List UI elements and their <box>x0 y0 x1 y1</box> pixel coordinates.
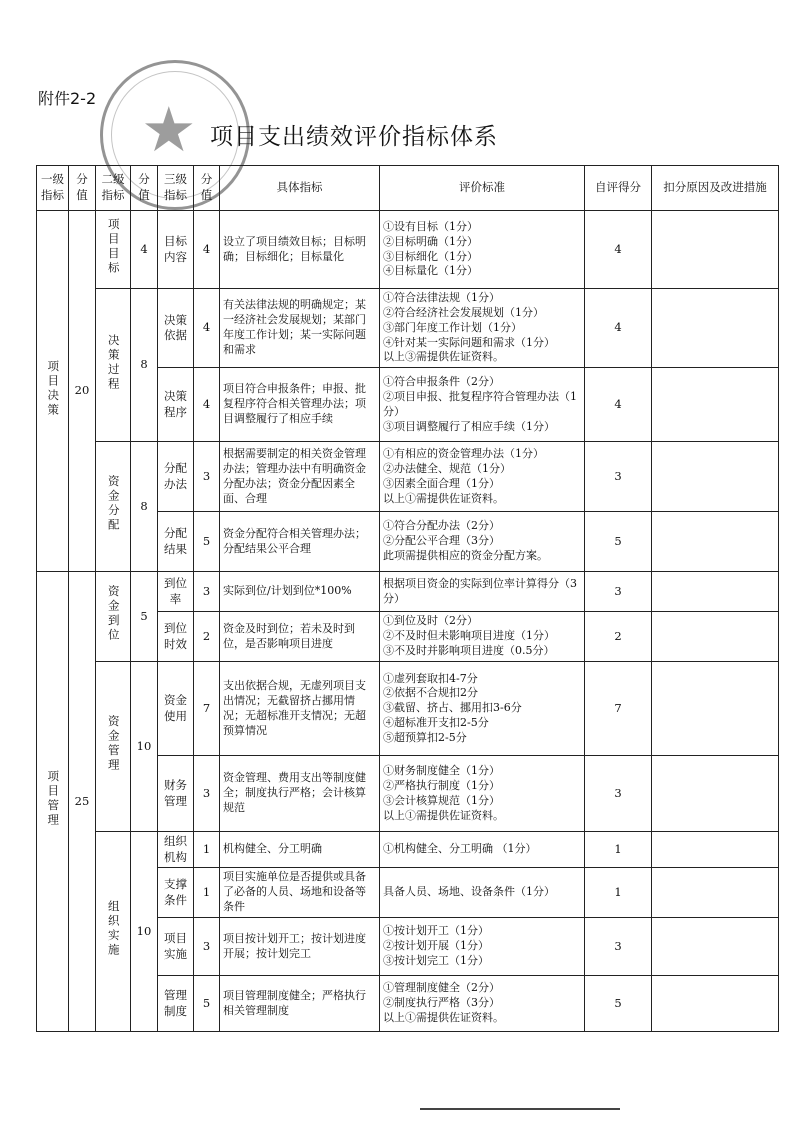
level1-score: 20 <box>69 211 96 572</box>
criteria-line: ③目标细化（1分） <box>383 249 478 263</box>
deduction-reason <box>652 612 779 662</box>
self-score: 5 <box>585 512 652 572</box>
deduction-reason <box>652 918 779 976</box>
header-reason: 扣分原因及改进措施 <box>652 166 779 211</box>
criteria-line: 以上①需提供佐证资料。 <box>383 1011 504 1025</box>
table-row <box>37 442 779 512</box>
detail-indicator: 项目符合申报条件；申报、批复程序符合相关管理办法；项目调整履行了相应手续 <box>220 368 380 442</box>
level2-score: 10 <box>131 832 158 1032</box>
level2-score: 10 <box>131 662 158 832</box>
level2-indicator: 资金分配 <box>96 442 131 572</box>
evaluation-criteria <box>380 662 585 756</box>
evaluation-criteria <box>380 918 585 976</box>
level2-score: 8 <box>131 442 158 572</box>
criteria-line: 以上③需提供佐证资料。 <box>383 350 504 364</box>
attachment-label: 附件2-2 <box>38 89 97 108</box>
evaluation-criteria <box>380 442 585 512</box>
level3-indicator: 资金使用 <box>158 662 194 756</box>
detail-indicator: 资金管理、费用支出等制度健全；制度执行严格；会计核算规范 <box>220 756 380 832</box>
deduction-reason <box>652 832 779 868</box>
criteria-line: ②制度执行严格（3分） <box>383 996 500 1010</box>
self-score: 2 <box>585 612 652 662</box>
level3-indicator: 管理制度 <box>158 976 194 1032</box>
self-score: 5 <box>585 976 652 1032</box>
detail-indicator: 根据需要制定的相关资金管理办法；管理办法中有明确资金分配办法；资金分配因素全面、合理 <box>220 442 380 512</box>
level3-score: 1 <box>194 868 220 918</box>
criteria-line: ②不及时但未影响项目进度（1分） <box>383 629 555 643</box>
evaluation-criteria <box>380 211 585 289</box>
evaluation-criteria <box>380 868 585 918</box>
table-row <box>37 832 779 868</box>
official-seal-icon: ★ <box>100 60 250 210</box>
self-score: 3 <box>585 918 652 976</box>
level3-indicator: 到位率 <box>158 572 194 612</box>
criteria-line: ①符合分配办法（2分） <box>383 519 500 533</box>
evaluation-criteria <box>380 832 585 868</box>
criteria-line: 根据项目资金的实际到位率计算得分（3分） <box>383 576 577 605</box>
detail-indicator: 资金及时到位；若未及时到位，是否影响项目进度 <box>220 612 380 662</box>
level2-score: 5 <box>131 572 158 662</box>
level1-indicator: 项目管理 <box>37 572 69 1032</box>
self-score: 3 <box>585 442 652 512</box>
detail-indicator: 实际到位/计划到位*100% <box>220 572 380 612</box>
criteria-line: ②按计划开展（1分） <box>383 939 489 953</box>
criteria-line: ①虚列套取扣4-7分 <box>383 671 478 685</box>
level2-indicator: 决策过程 <box>96 289 131 442</box>
level2-indicator: 项目目标 <box>96 211 131 289</box>
level3-indicator: 决策程序 <box>158 368 194 442</box>
detail-indicator: 有关法律法规的明确规定；某一经济社会发展规划；某部门年度工作计划；某一实际问题和需求 <box>220 289 380 368</box>
level3-indicator: 财务管理 <box>158 756 194 832</box>
evaluation-criteria <box>380 976 585 1032</box>
self-score: 7 <box>585 662 652 756</box>
deduction-reason <box>652 756 779 832</box>
self-score: 4 <box>585 289 652 368</box>
header-detail: 具体指标 <box>220 166 380 211</box>
level2-score: 8 <box>131 289 158 442</box>
level3-indicator: 到位时效 <box>158 612 194 662</box>
detail-indicator: 资金分配符合相关管理办法；分配结果公平合理 <box>220 512 380 572</box>
criteria-line: ④超标准开支扣2-5分 <box>383 716 489 730</box>
criteria-line: ②依据不合规扣2分 <box>383 686 478 700</box>
level3-score: 4 <box>194 289 220 368</box>
criteria-line: ③会计核算规范（1分） <box>383 793 500 807</box>
deduction-reason <box>652 211 779 289</box>
detail-indicator: 设立了项目绩效目标；目标明确；目标细化；目标量化 <box>220 211 380 289</box>
detail-indicator: 项目按计划开工；按计划进度开展；按计划完工 <box>220 918 380 976</box>
criteria-line: ①符合申报条件（2分） <box>383 375 500 389</box>
level3-score: 7 <box>194 662 220 756</box>
level3-score: 3 <box>194 756 220 832</box>
level3-indicator: 支撑条件 <box>158 868 194 918</box>
criteria-line: ①按计划开工（1分） <box>383 924 489 938</box>
level3-indicator: 项目实施 <box>158 918 194 976</box>
evaluation-criteria <box>380 756 585 832</box>
deduction-reason <box>652 289 779 368</box>
level2-score: 4 <box>131 211 158 289</box>
level3-score: 5 <box>194 512 220 572</box>
criteria-line: ①符合法律法规（1分） <box>383 291 500 304</box>
criteria-line: ②办法健全、规范（1分） <box>383 461 511 475</box>
level3-indicator: 分配结果 <box>158 512 194 572</box>
evaluation-criteria <box>380 612 585 662</box>
detail-indicator: 项目管理制度健全；严格执行相关管理制度 <box>220 976 380 1032</box>
criteria-line: ②项目申报、批复程序符合管理办法（1分） <box>383 389 577 418</box>
table-row <box>37 662 779 756</box>
level2-indicator: 资金管理 <box>96 662 131 832</box>
detail-indicator: 支出依据合规，无虚列项目支出情况；无截留挤占挪用情况；无超标准开支情况；无超预算情况 <box>220 662 380 756</box>
evaluation-criteria <box>380 572 585 612</box>
detail-indicator: 机构健全、分工明确 <box>220 832 380 868</box>
deduction-reason <box>652 976 779 1032</box>
level2-indicator: 组织实施 <box>96 832 131 1032</box>
level3-score: 3 <box>194 442 220 512</box>
criteria-line: ①管理制度健全（2分） <box>383 981 500 995</box>
level3-score: 2 <box>194 612 220 662</box>
self-score: 4 <box>585 211 652 289</box>
self-score: 1 <box>585 832 652 868</box>
criteria-line: ③因素全面合理（1分） <box>383 476 500 490</box>
level2-indicator: 资金到位 <box>96 572 131 662</box>
header-s3: 分值 <box>194 166 220 211</box>
criteria-line: ③不及时并影响项目进度（0.5分） <box>383 644 555 658</box>
self-score: 1 <box>585 868 652 918</box>
level3-indicator: 组织机构 <box>158 832 194 868</box>
self-score: 3 <box>585 572 652 612</box>
deduction-reason <box>652 572 779 612</box>
level3-score: 5 <box>194 976 220 1032</box>
header-s2: 分值 <box>131 166 158 211</box>
level3-score: 4 <box>194 211 220 289</box>
self-score: 4 <box>585 368 652 442</box>
deduction-reason <box>652 662 779 756</box>
page-title: 项目支出绩效评价指标体系 <box>210 124 498 150</box>
criteria-line: ③部门年度工作计划（1分） <box>383 320 522 334</box>
level3-score: 3 <box>194 572 220 612</box>
criteria-line: ④针对某一实际问题和需求（1分） <box>383 335 555 349</box>
table-header-row <box>37 166 779 211</box>
header-l3: 三级指标 <box>158 166 194 211</box>
deduction-reason <box>652 512 779 572</box>
level3-score: 3 <box>194 918 220 976</box>
criteria-line: ③按计划完工（1分） <box>383 954 489 968</box>
deduction-reason <box>652 868 779 918</box>
criteria-line: ①设有目标（1分） <box>383 219 478 233</box>
level3-indicator: 目标内容 <box>158 211 194 289</box>
level1-score: 25 <box>69 572 96 1032</box>
table-row <box>37 572 779 612</box>
criteria-line: 此项需提供相应的资金分配方案。 <box>383 549 548 563</box>
criteria-line: ⑤超预算扣2-5分 <box>383 730 467 744</box>
header-l1: 一级指标 <box>37 166 69 211</box>
indicator-table <box>36 165 779 1032</box>
level3-indicator: 分配办法 <box>158 442 194 512</box>
criteria-line: 具备人员、场地、设备条件（1分） <box>383 885 555 899</box>
criteria-line: ①财务制度健全（1分） <box>383 764 500 778</box>
header-s1: 分值 <box>69 166 96 211</box>
footer-line <box>420 1108 620 1110</box>
criteria-line: 以上①需提供佐证资料。 <box>383 808 504 822</box>
table-row <box>37 211 779 289</box>
header-self-score: 自评得分 <box>585 166 652 211</box>
level3-indicator: 决策依据 <box>158 289 194 368</box>
deduction-reason <box>652 442 779 512</box>
criteria-line: ④目标量化（1分） <box>383 264 478 278</box>
level3-score: 1 <box>194 832 220 868</box>
evaluation-criteria <box>380 512 585 572</box>
header-l2: 二级指标 <box>96 166 131 211</box>
criteria-line: ③项目调整履行了相应手续（1分） <box>383 419 555 433</box>
level1-indicator: 项目决策 <box>37 211 69 572</box>
criteria-line: ③截留、挤占、挪用扣3-6分 <box>383 701 522 715</box>
evaluation-criteria <box>380 368 585 442</box>
deduction-reason <box>652 368 779 442</box>
level3-score: 4 <box>194 368 220 442</box>
criteria-line: ②符合经济社会发展规划（1分） <box>383 305 544 319</box>
criteria-line: ①有相应的资金管理办法（1分） <box>383 447 544 461</box>
detail-indicator: 项目实施单位是否提供或具备了必备的人员、场地和设备等条件 <box>220 868 380 918</box>
header-criteria: 评价标准 <box>380 166 585 211</box>
criteria-line: ①机构健全、分工明确 （1分） <box>383 842 537 856</box>
criteria-line: ②严格执行制度（1分） <box>383 778 500 792</box>
self-score: 3 <box>585 756 652 832</box>
criteria-line: ①到位及时（2分） <box>383 614 478 628</box>
criteria-line: 以上①需提供佐证资料。 <box>383 491 504 505</box>
evaluation-criteria <box>380 289 585 368</box>
criteria-line: ②目标明确（1分） <box>383 234 478 248</box>
table-row <box>37 289 779 368</box>
criteria-line: ②分配公平合理（3分） <box>383 534 500 548</box>
